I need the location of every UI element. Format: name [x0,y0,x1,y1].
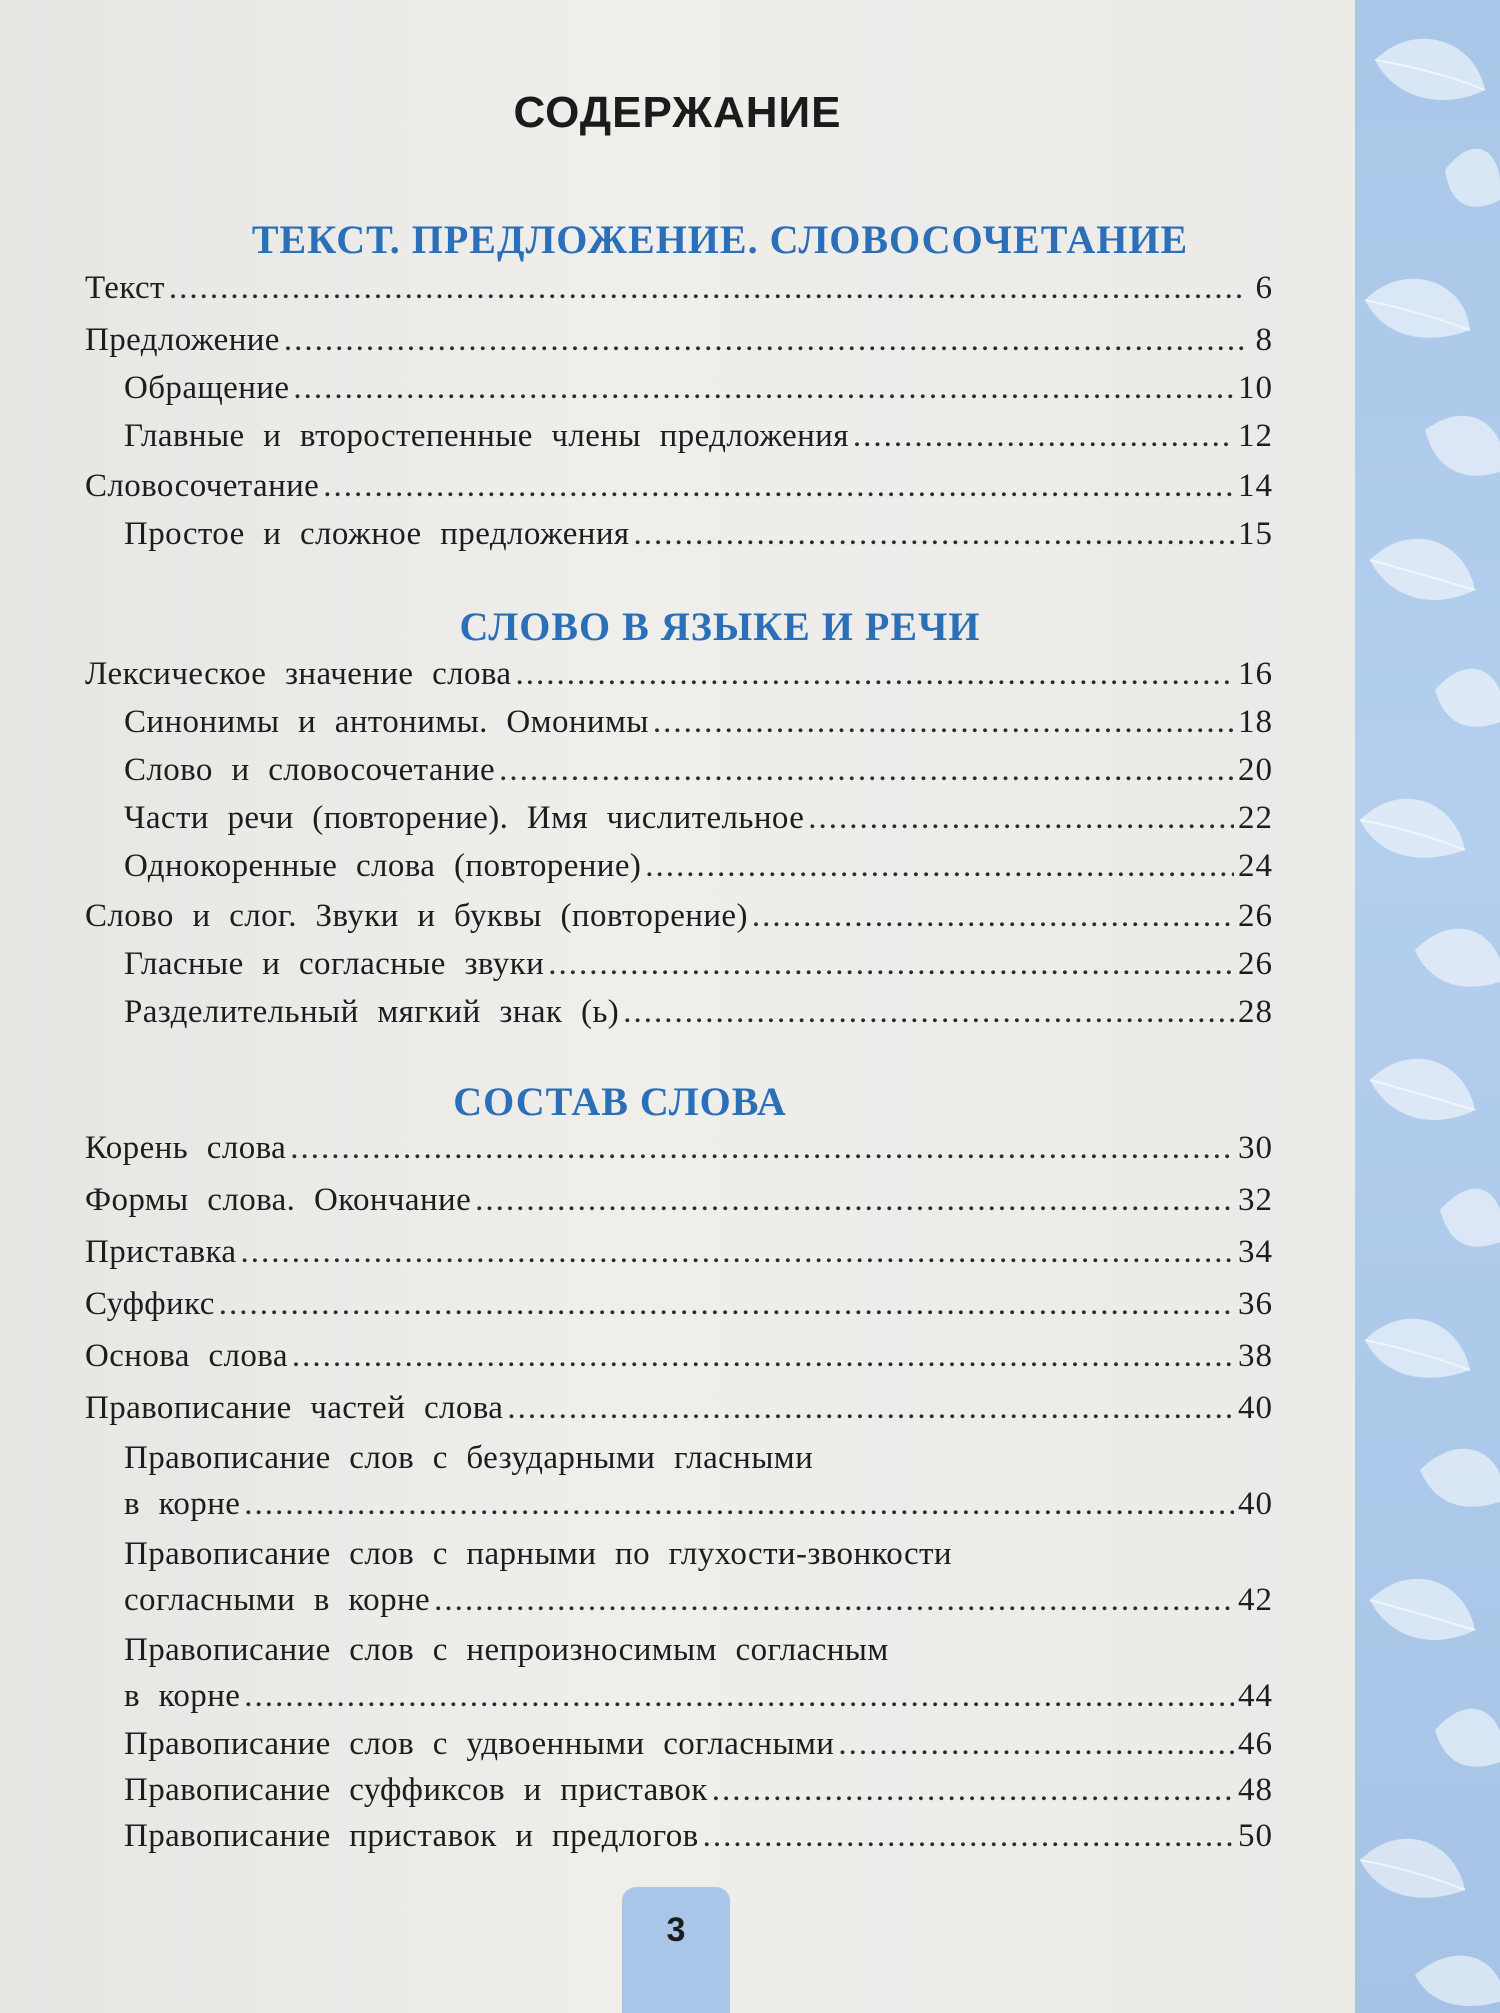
toc-entry[interactable] [85,1182,1273,1228]
toc-entry-title: Слово и слог. Звуки и буквы (повторение) [85,898,748,934]
toc-entry-title: Слово и словосочетание [124,752,496,788]
toc-entry-title: Однокоренные слова (повторение) [124,848,642,884]
toc-entry[interactable] [124,370,1273,416]
toc-entry-title: Части речи (повторение). Имя числительное [124,800,805,836]
toc-entry-title: Синонимы и антонимы. Омонимы [124,704,649,740]
toc-entry[interactable] [124,946,1273,992]
dot-leader [853,418,1234,455]
dot-leader [244,1678,1234,1715]
toc-entry-title: Лексическое значение слова [85,656,512,692]
toc-entry-page: 44 [1238,1678,1273,1714]
page-number: 3 [666,1911,686,1949]
toc-entry[interactable] [124,800,1273,846]
toc-entry[interactable] [85,468,1273,514]
decorative-leaf-strip [1355,0,1500,2013]
toc-entry[interactable] [124,1582,1273,1628]
toc-entry-title-continuation: в корне [124,1678,241,1714]
toc-entry[interactable] [124,1818,1273,1864]
dot-leader [290,1130,1234,1167]
dot-leader [240,1234,1234,1271]
dot-leader [499,752,1234,789]
toc-entry-page: 18 [1238,704,1273,740]
toc-entry[interactable] [124,1678,1273,1724]
toc-entry-title-continuation: согласными в корне [124,1582,431,1618]
toc-entry-page: 32 [1238,1182,1273,1218]
toc-entry-title[interactable]: Правописание слов с парными по глухости-звонкости [124,1536,952,1572]
section-heading: СОСТАВ СЛОВА [453,1079,787,1124]
toc-entry-page: 30 [1238,1130,1273,1166]
dot-leader [703,1818,1234,1855]
toc-entry-page: 14 [1238,468,1273,504]
toc-entry-title: Правописание суффиксов и приставок [124,1772,708,1808]
dot-leader [653,704,1234,741]
toc-entry-title: Простое и сложное предложения [124,516,630,552]
toc-entry-page: 16 [1238,656,1273,692]
toc-entry-title: Основа слова [85,1338,288,1374]
toc-entry-page: 6 [1255,270,1273,306]
toc-entry[interactable] [85,1390,1273,1436]
toc-entry[interactable] [85,1338,1273,1384]
dot-leader [434,1582,1234,1619]
toc-entry-page: 24 [1238,848,1273,884]
toc-entry[interactable] [124,704,1273,750]
toc-entry-page: 38 [1238,1338,1273,1374]
toc-entry-page: 20 [1238,752,1273,788]
section-heading: ТЕКСТ. ПРЕДЛОЖЕНИЕ. СЛОВОСОЧЕТАНИЕ [251,217,1189,262]
toc-entry[interactable] [85,1234,1273,1280]
dot-leader [293,370,1234,407]
toc-entry[interactable] [124,1486,1273,1532]
toc-entry-title: Предложение [85,322,280,358]
toc-entry-page: 12 [1238,418,1273,454]
dot-leader [284,322,1247,359]
toc-entry[interactable] [85,1130,1273,1176]
toc-entry-page: 48 [1238,1772,1273,1808]
toc-entry-title: Правописание слов с удвоенными согласными [124,1726,835,1762]
toc-entry[interactable] [124,418,1273,464]
toc-entry-title: Обращение [124,370,290,406]
toc-entry-page: 26 [1238,946,1273,982]
toc-entry-title: Словосочетание [85,468,320,504]
dot-leader [475,1182,1234,1219]
dot-leader [507,1390,1234,1427]
toc-entry-page: 15 [1238,516,1273,552]
page-title: СОДЕРЖАНИЕ [513,88,842,137]
toc-entry-title-continuation: в корне [124,1486,241,1522]
toc-entry-page: 26 [1238,898,1273,934]
toc-entry-page: 50 [1238,1818,1273,1854]
dot-leader [808,800,1234,837]
toc-entry[interactable] [124,752,1273,798]
section-heading: СЛОВО В ЯЗЫКЕ И РЕЧИ [459,604,981,649]
toc-entry-page: 10 [1238,370,1273,406]
toc-entry[interactable] [85,898,1273,944]
toc-entry-title: Гласные и согласные звуки [124,946,545,982]
toc-entry-title: Разделительный мягкий знак (ь) [124,994,620,1030]
toc-entry[interactable] [124,1772,1273,1818]
toc-entry-page: 36 [1238,1286,1273,1322]
toc-entry-title[interactable]: Правописание слов с безударными гласными [124,1440,814,1476]
toc-entry[interactable] [124,1726,1273,1772]
dot-leader [169,270,1247,307]
page-number-tab [622,1887,730,2013]
toc-entry-title: Приставка [85,1234,237,1270]
toc-entry-page: 40 [1238,1390,1273,1426]
toc-entry[interactable] [85,1286,1273,1332]
dot-leader [623,994,1234,1031]
dot-leader [515,656,1234,693]
dot-leader [712,1772,1234,1809]
dot-leader [548,946,1234,983]
toc-entry[interactable] [85,656,1273,702]
toc-entry-title: Корень слова [85,1130,287,1166]
dot-leader [838,1726,1234,1763]
toc-entry[interactable] [124,848,1273,894]
dot-leader [633,516,1234,553]
toc-entry-page: 46 [1238,1726,1273,1762]
dot-leader [219,1286,1234,1323]
leaf-pattern-icon [1355,0,1500,2013]
toc-entry-title: Текст [85,270,165,306]
toc-entry-title: Правописание частей слова [85,1390,504,1426]
dot-leader [323,468,1234,505]
toc-entry[interactable] [124,516,1273,562]
toc-entry-page: 28 [1238,994,1273,1030]
toc-entry[interactable] [85,270,1273,316]
toc-entry-title: Формы слова. Окончание [85,1182,472,1218]
toc-entry-title: Правописание приставок и предлогов [124,1818,699,1854]
dot-leader [244,1486,1234,1523]
dot-leader [645,848,1234,885]
toc-entry-page: 42 [1238,1582,1273,1618]
toc-entry-title: Главные и второстепенные члены предложения [124,418,849,454]
toc-entry[interactable] [124,994,1273,1040]
toc-entry-page: 8 [1255,322,1273,358]
dot-leader [752,898,1234,935]
toc-entry-page: 40 [1238,1486,1273,1522]
toc-entry-page: 34 [1238,1234,1273,1270]
toc-entry-page: 22 [1238,800,1273,836]
toc-entry-title[interactable]: Правописание слов с непроизносимым согласным [124,1632,889,1668]
toc-entry-title: Суффикс [85,1286,215,1322]
toc-entry[interactable] [85,322,1273,368]
dot-leader [292,1338,1234,1375]
